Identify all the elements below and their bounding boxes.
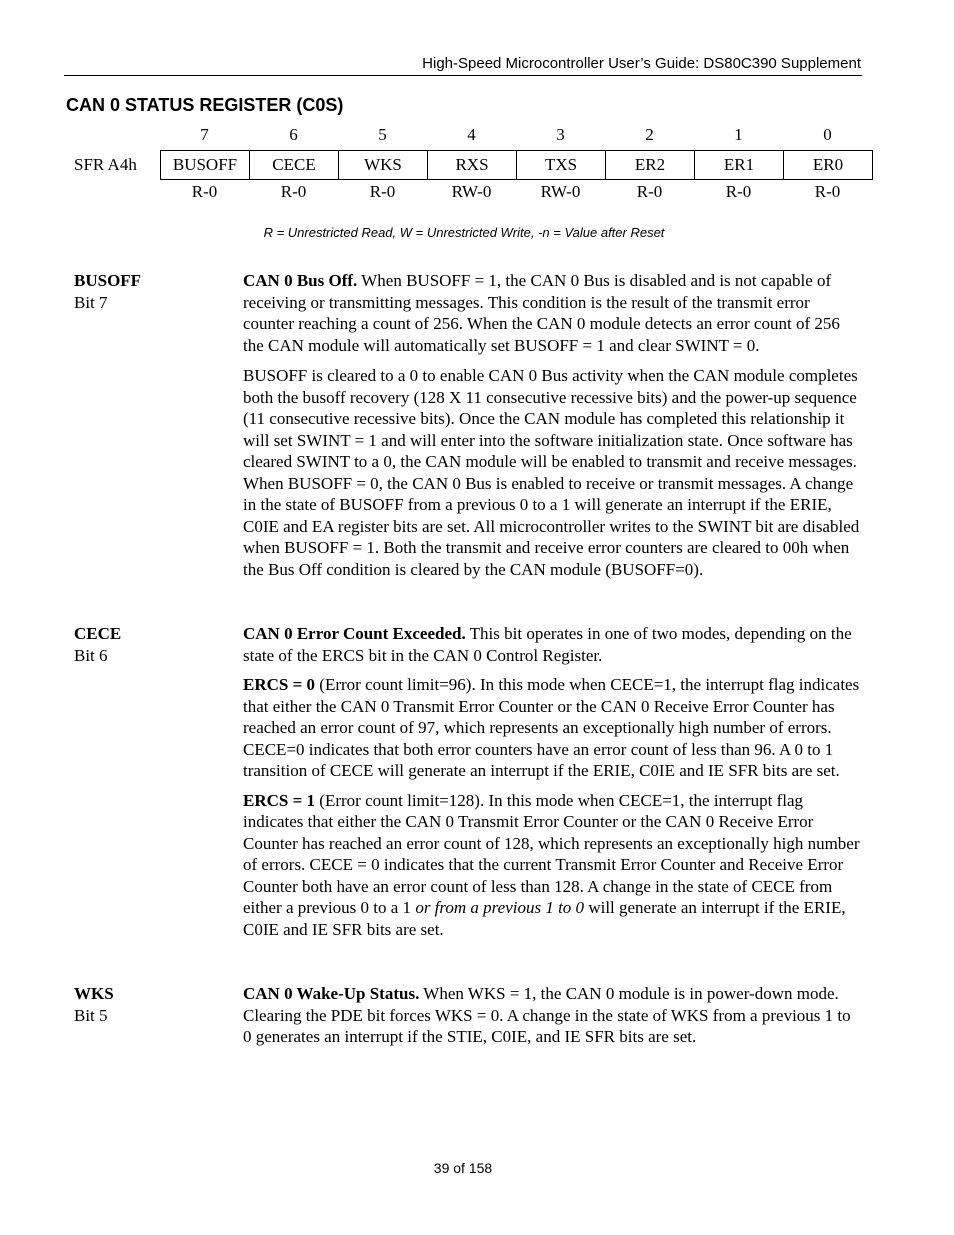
bit-name-cell: ER1 bbox=[695, 151, 784, 180]
reset-value: R-0 bbox=[191, 182, 218, 201]
page-header: High-Speed Microcontroller User’s Guide: DS80C390 Supplement bbox=[422, 55, 861, 72]
description-italic-text: or from a previous 1 to 0 bbox=[415, 898, 585, 917]
bit-number: 7 bbox=[200, 125, 209, 144]
description-text: This bit operates in one of two modes, depending on the state of the ERCS bit in the CAN 0 Control Register. bbox=[243, 624, 852, 665]
reset-value: R-0 bbox=[814, 182, 841, 201]
field-busoff-description bbox=[243, 270, 863, 580]
description-paragraph bbox=[243, 623, 863, 666]
field-name-label: BUSOFF bbox=[74, 271, 142, 290]
bit-number: 3 bbox=[556, 125, 565, 144]
bit-name-cell: RXS bbox=[428, 151, 517, 180]
field-wks-description bbox=[243, 983, 863, 1048]
field-wks-name bbox=[74, 983, 114, 1026]
bit-name-cell: WKS bbox=[339, 151, 428, 180]
bit-number: 6 bbox=[289, 125, 298, 144]
reset-value: RW-0 bbox=[540, 182, 581, 201]
sfr-address-label: SFR A4h bbox=[74, 155, 137, 174]
reset-value-row bbox=[160, 182, 872, 204]
description-text: BUSOFF is cleared to a 0 to enable CAN 0 Bus activity when the CAN module completes both the busoff recovery (128 X 11 consecutive recessive bits) and the power-up sequence (11 consecutive recessive bits). Once the CAN module has completed this relationship it will set SWINT = 1 and will enter into the software initialization state. Once software has cleared SWINT to a 0, the CAN module will be enabled to transmit and receive messages. When BUSOFF = 0, the CAN 0 Bus is enabled to receive or transmit messages. A change in the state of BUSOFF from a previous 0 to a 1 will generate an interrupt if the ERIE, C0IE and EA register bits are set. All microcontroller writes to the SWINT bit are disabled when BUSOFF = 1. Both the transmit and receive error counters are cleared to 00h when the Bus Off condition is cleared by the CAN module (BUSOFF=0). bbox=[243, 366, 860, 579]
description-text: (Error count limit=96). In this mode when CECE=1, the interrupt flag indicates that either the CAN 0 Transmit Error Counter or the CAN 0 Receive Error Counter has reached an error count of 97, which represents an exceptionally high number of errors. CECE=0 indicates that both error counters have an error count of less than 96. A 0 to 1 transition of CECE will generate an interrupt if the ERIE, C0IE and IE SFR bits are set. bbox=[243, 675, 860, 780]
description-text: will generate an interrupt if the ERIE, C0IE and IE SFR bits are set. bbox=[243, 898, 846, 939]
description-lead: CAN 0 Bus Off. bbox=[243, 271, 358, 290]
bit-name-cell: BUSOFF bbox=[161, 151, 250, 180]
description-paragraph bbox=[243, 674, 863, 782]
description-lead: ERCS = 0 bbox=[243, 675, 316, 694]
access-legend: R = Unrestricted Read, W = Unrestricted Write, -n = Value after Reset bbox=[263, 225, 665, 240]
field-cece-description bbox=[243, 623, 863, 940]
description-lead: CAN 0 Error Count Exceeded. bbox=[243, 624, 466, 643]
description-paragraph bbox=[243, 790, 863, 941]
register-title: CAN 0 STATUS REGISTER (C0S) bbox=[66, 95, 344, 115]
description-paragraph bbox=[243, 270, 863, 356]
bit-number: 5 bbox=[378, 125, 387, 144]
reset-value: RW-0 bbox=[451, 182, 492, 201]
bit-number: 0 bbox=[823, 125, 832, 144]
bit-number-row bbox=[160, 125, 872, 147]
description-lead: CAN 0 Wake-Up Status. bbox=[243, 984, 420, 1003]
field-busoff-name bbox=[74, 270, 141, 313]
register-bit-table bbox=[160, 150, 873, 180]
bit-name-cell: CECE bbox=[250, 151, 339, 180]
field-bit-label: Bit 7 bbox=[74, 292, 108, 312]
header-rule bbox=[64, 75, 862, 76]
field-cece-name bbox=[74, 623, 121, 666]
bit-number: 1 bbox=[734, 125, 743, 144]
bit-name-cell: ER2 bbox=[606, 151, 695, 180]
field-name-label: WKS bbox=[74, 984, 114, 1003]
field-name-label: CECE bbox=[74, 624, 122, 643]
bit-number: 2 bbox=[645, 125, 654, 144]
reset-value: R-0 bbox=[280, 182, 307, 201]
bit-name-cell: TXS bbox=[517, 151, 606, 180]
description-text: (Error count limit=128). In this mode when CECE=1, the interrupt flag indicates that either the CAN 0 Transmit Error Counter or the CAN 0 Receive Error Counter has reached an error count of 128, which represents an exceptionally high number of errors. CECE = 0 indicates that the current Transmit Error Counter and Receive Error Counter both have an error count of less than 128. A change in the state of CECE from either a previous 0 to a 1 bbox=[243, 790, 860, 917]
reset-value: R-0 bbox=[636, 182, 663, 201]
description-text: When BUSOFF = 1, the CAN 0 Bus is disabled and is not capable of receiving or transmitting messages. This condition is the result of the transmit error counter reaching a count of 256. When the CAN 0 module detects an error count of 256 the CAN module will automatically set BUSOFF = 1 and clear SWINT = 0. bbox=[243, 271, 840, 355]
register-bit-row bbox=[161, 151, 873, 180]
description-lead: ERCS = 1 bbox=[243, 790, 316, 810]
description-paragraph bbox=[243, 983, 863, 1048]
reset-value: R-0 bbox=[725, 182, 752, 201]
bit-number: 4 bbox=[467, 125, 476, 144]
field-bit-label: Bit 5 bbox=[74, 1005, 108, 1025]
bit-name-cell: ER0 bbox=[784, 151, 873, 180]
field-bit-label: Bit 6 bbox=[74, 645, 108, 665]
description-paragraph bbox=[243, 365, 863, 580]
reset-value: R-0 bbox=[369, 182, 396, 201]
page-number: 39 of 158 bbox=[433, 1160, 493, 1176]
description-text: When WKS = 1, the CAN 0 module is in power-down mode. Clearing the PDE bit forces WKS = 0. A change in the state of WKS from a previous 1 to 0 generates an interrupt if the STIE, C0IE, and IE SFR bits are set. bbox=[243, 984, 851, 1046]
